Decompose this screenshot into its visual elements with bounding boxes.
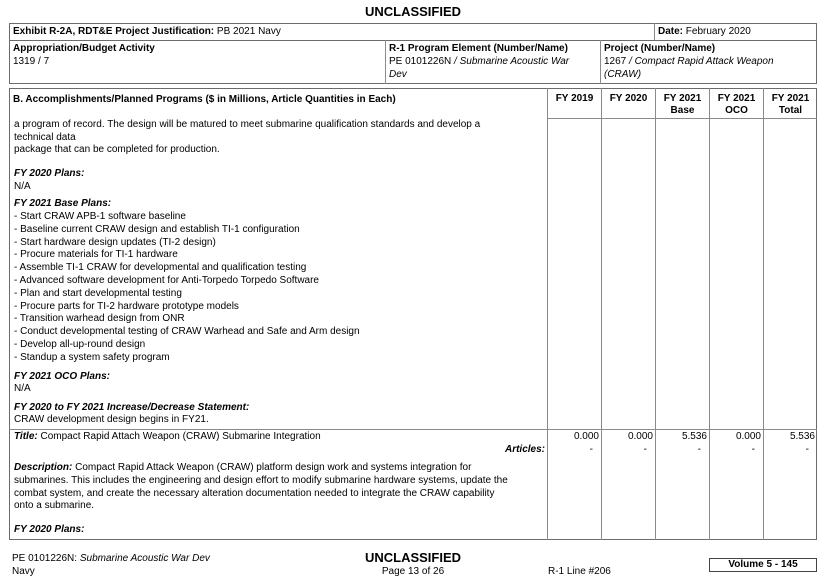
- date-value: February 2020: [685, 26, 751, 37]
- top-classification: UNCLASSIFIED: [364, 4, 462, 19]
- col-divider: [763, 88, 764, 540]
- project-number: 1267: [604, 56, 627, 67]
- value-fy2021-base: 5.536: [681, 431, 707, 442]
- column-header-fy2019: [548, 93, 601, 105]
- description-line-3: combat system, and create the necessary alteration documentation needed to integrate the CRAW capability: [14, 488, 495, 499]
- divider: [385, 40, 386, 84]
- intro-line-2: technical data: [14, 132, 76, 143]
- base-item: - Assemble TI-1 CRAW for developmental and qualification testing: [14, 262, 307, 273]
- base-item: - Advanced software development for Anti-Torpedo Torpedo Software: [14, 275, 319, 286]
- col-line1: FY 2021: [771, 93, 810, 104]
- value-fy2019: 0.000: [573, 431, 599, 442]
- project-value-line2: (CRAW): [604, 69, 642, 80]
- base-item: - Transition warhead design from ONR: [14, 313, 185, 324]
- base-item: - Standup a system safety program: [14, 352, 170, 363]
- title-label: Title:: [14, 431, 38, 442]
- exhibit-title: [13, 26, 281, 37]
- row2-title: [14, 431, 321, 444]
- column-header-fy2021-base: [656, 93, 709, 117]
- col-line2: FY 2019: [555, 93, 594, 104]
- articles-fy2020: -: [643, 444, 647, 455]
- intro-line-3: package that can be completed for production.: [14, 144, 220, 155]
- project-name: / Compact Rapid Attack Weapon: [626, 56, 774, 67]
- articles-fy2021-oco: -: [751, 444, 755, 455]
- header-divider: [547, 118, 817, 119]
- base-item: - Procure materials for TI-1 hardware: [14, 249, 178, 260]
- articles-label: Articles:: [504, 444, 545, 455]
- footer-page: Page 13 of 26: [381, 566, 445, 577]
- base-item: - Baseline current CRAW design and establish TI-1 configuration: [14, 224, 300, 235]
- col-line1: FY 2021: [663, 93, 702, 104]
- base-item: - Develop all-up-round design: [14, 339, 146, 350]
- col-line2: Total: [778, 105, 803, 116]
- column-header-fy2021-total: [764, 93, 817, 117]
- col-divider: [601, 88, 602, 540]
- articles-fy2021-base: -: [697, 444, 701, 455]
- value-fy2020: 0.000: [627, 431, 653, 442]
- base-item: - Plan and start developmental testing: [14, 288, 182, 299]
- row2-fy2020-plans-heading: FY 2020 Plans:: [14, 524, 85, 535]
- col-divider: [547, 88, 548, 540]
- footer-classification: UNCLASSIFIED: [364, 550, 462, 565]
- pe-name: / Submarine Acoustic War: [451, 56, 570, 67]
- col-line2: Base: [670, 105, 695, 116]
- exhibit-label: Exhibit R-2A, RDT&E Project Justification:: [13, 26, 215, 37]
- articles-fy2021-total: -: [805, 444, 809, 455]
- description-label: Description:: [14, 462, 73, 473]
- articles-fy2019: -: [589, 444, 593, 455]
- increase-decrease-heading: FY 2020 to FY 2021 Increase/Decrease Statement:: [14, 402, 250, 413]
- fy2021-oco-heading: FY 2021 OCO Plans:: [14, 371, 110, 382]
- pe-number: PE 0101226N: [389, 56, 452, 67]
- appropriation-label: Appropriation/Budget Activity: [13, 43, 155, 54]
- row-divider: [9, 429, 817, 430]
- date: [658, 26, 751, 37]
- footer-pe-number: PE 0101226N:: [12, 553, 78, 564]
- intro-line-1: a program of record. The design will be matured to meet submarine qualification standards and develop a: [14, 119, 481, 130]
- increase-decrease-value: CRAW development design begins in FY21.: [14, 414, 209, 425]
- fy2021-oco-value: N/A: [14, 383, 31, 394]
- description-text: Compact Rapid Attack Weapon (CRAW) platform design work and systems integration for: [72, 462, 472, 473]
- exhibit-value: PB 2021 Navy: [216, 26, 281, 37]
- base-item: - Start CRAW APB-1 software baseline: [14, 211, 186, 222]
- date-label: Date:: [658, 26, 684, 37]
- base-item: - Start hardware design updates (TI-2 design): [14, 237, 216, 248]
- appropriation-value: 1319 / 7: [13, 56, 50, 67]
- column-header-fy2020: [602, 93, 655, 105]
- col-divider: [709, 88, 710, 540]
- col-line2: OCO: [725, 105, 748, 116]
- col-line1: FY 2021: [717, 93, 756, 104]
- footer-pe-name: Submarine Acoustic War Dev: [77, 553, 210, 564]
- program-element-value-line2: Dev: [389, 69, 407, 80]
- fy2021-base-heading: FY 2021 Base Plans:: [14, 198, 112, 209]
- divider: [600, 40, 601, 84]
- footer-r1-line: R-1 Line #206: [548, 566, 611, 577]
- program-element-label: R-1 Program Element (Number/Name): [389, 43, 568, 54]
- project-value: [604, 56, 774, 67]
- section-b-title: B. Accomplishments/Planned Programs ($ in Millions, Article Quantities in Each): [13, 94, 396, 105]
- col-divider: [655, 88, 656, 540]
- column-header-fy2021-oco: [710, 93, 763, 117]
- value-fy2021-total: 5.536: [789, 431, 815, 442]
- title-value: Compact Rapid Attach Weapon (CRAW) Submarine Integration: [37, 431, 321, 442]
- value-fy2021-oco: 0.000: [735, 431, 761, 442]
- description-line-1: [14, 462, 471, 475]
- col-line2: FY 2020: [609, 93, 648, 104]
- base-item: - Procure parts for TI-2 hardware prototype models: [14, 301, 239, 312]
- program-element-value: [389, 56, 569, 67]
- base-item: - Conduct developmental testing of CRAW Warhead and Safe and Arm design: [14, 326, 360, 337]
- description-line-4: onto a submarine.: [14, 500, 95, 511]
- project-label: Project (Number/Name): [604, 43, 716, 54]
- description-line-2: submarines. This includes the engineering and design effort to modify submarine hardware systems, update the: [14, 475, 508, 486]
- footer-service: Navy: [12, 566, 35, 577]
- footer-volume: Volume 5 - 145: [709, 558, 817, 572]
- fy2020-plans-heading: FY 2020 Plans:: [14, 168, 85, 179]
- divider: [654, 23, 655, 41]
- fy2020-plans-value: N/A: [14, 181, 31, 192]
